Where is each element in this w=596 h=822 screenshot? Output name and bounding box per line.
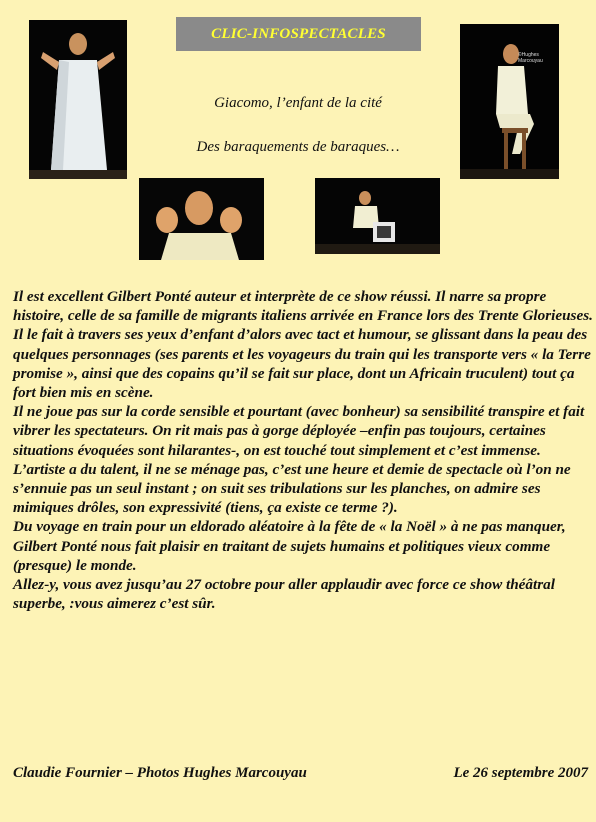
photo-watermark: ©Hughes Marcouyau — [518, 52, 543, 64]
photo-closeup — [139, 178, 264, 260]
site-banner — [176, 17, 421, 51]
review-article — [13, 287, 593, 613]
article-paragraph: Allez-y, vous avez jusqu’au 27 octobre pour aller applaudir avec force ce show théâtral superbe, :vous aimerez c’est sûr. — [13, 576, 555, 613]
article-footer — [13, 765, 588, 782]
publish-date: Le 26 septembre 2007 — [453, 765, 588, 781]
photo-seated — [460, 24, 559, 179]
photo-props — [315, 178, 440, 254]
show-subtitle: Des baraquements de baraques… — [196, 139, 400, 155]
article-paragraph: Il ne joue pas sur la corde sensible et pourtant (avec bonheur) sa sensibilité transpire et fait vibrer les spectateurs. On rit mais pas à gorge déployée –enfin pas toujours, certaines situations évoquées sont hilarantes-, on est touché tout simplement et c’est immense. — [13, 403, 585, 459]
banner-title: CLIC-INFOSPECTACLES — [211, 25, 386, 42]
article-paragraph: Du voyage en train pour un eldorado aléatoire à la fête de « la Noël » à ne pas manquer, Gilbert Ponté nous fait plaisir en traitant de sujets humains et politiques vieux comme (presque) le monde. — [13, 518, 566, 574]
author-credit: Claudie Fournier – Photos Hughes Marcouyau — [13, 765, 307, 781]
article-paragraph: L’artiste a du talent, il ne se ménage pas, c’est une heure et demie de spectacle où l’on ne s’ennuie pas un seul instant ; on suit ses tribulations sur les planches, on admire ses mimiques drôles, son expressivité (tiens, ça existe ce terme ?). — [13, 460, 571, 517]
show-title: Giacomo, l’enfant de la cité — [214, 95, 382, 111]
article-paragraph: Il est excellent Gilbert Ponté auteur et interprète de ce show réussi. Il narre sa propre histoire, celle de sa famille de migrants italiens arrivée en France lors des Trente Glorieuses. Il le fait à travers ses yeux d’enfant d’alors avec tact et humour, se glissant dans la peau des quelques personnages (ses parents et les voyageurs du train qui les transporte vers « la Terre promise », ainsi que des copains qu’il se fait sur place, dont un Africain truculent) tout ça fort bien mis en scène. — [13, 288, 593, 402]
